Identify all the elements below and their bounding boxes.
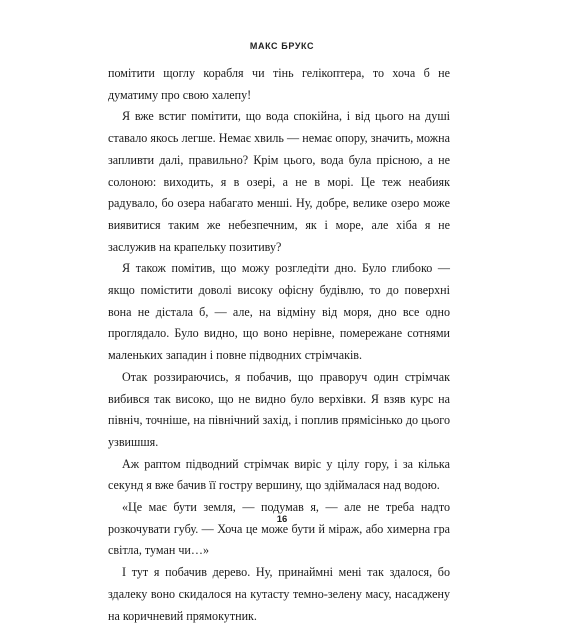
paragraph-3: Я також помітив, що можу розгледіти дно. Було глибоко — якщо помістити доволі високу офісну будівлю, то до поверхні вона не дістала б, — але, на відміну від моря, дно все одно проглядало. Було видно, що воно нерівне, помережане сотнями маленьких западин і повне підводних стрімчаків.: [108, 261, 450, 363]
paragraph-5: Аж раптом підводний стрімчак виріс у цілу гору, і за кілька секунд я вже бачив її гостру вершину, що здіймалася над водою.: [108, 456, 450, 493]
paragraph-1: помітити щоглу корабля чи тінь гелікоптера, то хоча б не думатиму про свою халепу!: [108, 66, 450, 102]
paragraph-4: Отак роззираючись, я побачив, що праворуч один стрімчак вибився так високо, що не видно було верхівки. Я взяв курс на північ, точніше, на північний захід, і поплив прямісінько до цього узвишшя.: [108, 369, 450, 449]
paragraph-6: «Це має бути земля, — подумав я, — але не треба надто розкочувати губу. — Хоча це може бути й міраж, або химерна гра світла, туман чи…»: [108, 500, 450, 558]
paragraph-2: Я вже встиг помітити, що вода спокійна, і від цього на душі ставало якось легше. Немає хвиль — немає опору, значить, можна запливти далі, правильно? Крім цього, вода була прісною, а не солоною: виходить, я в озері, а не в морі. Це теж неабияк радувало, бо озера набагато менші. Ну, добре, велике озеро може виявитися таким же небезпечним, як і море, але хіба я не заслужив на крапельку позитиву?: [108, 109, 450, 254]
body-text: [108, 63, 450, 627]
running-head: МАКС БРУКС: [249, 41, 315, 51]
paragraph-7: І тут я побачив дерево. Ну, принаймні мені так здалося, бо здалеку воно скидалося на кутасту темно-зелену масу, насаджену на коричневий прямокутник.: [108, 565, 450, 623]
page-number: 16: [276, 514, 288, 525]
